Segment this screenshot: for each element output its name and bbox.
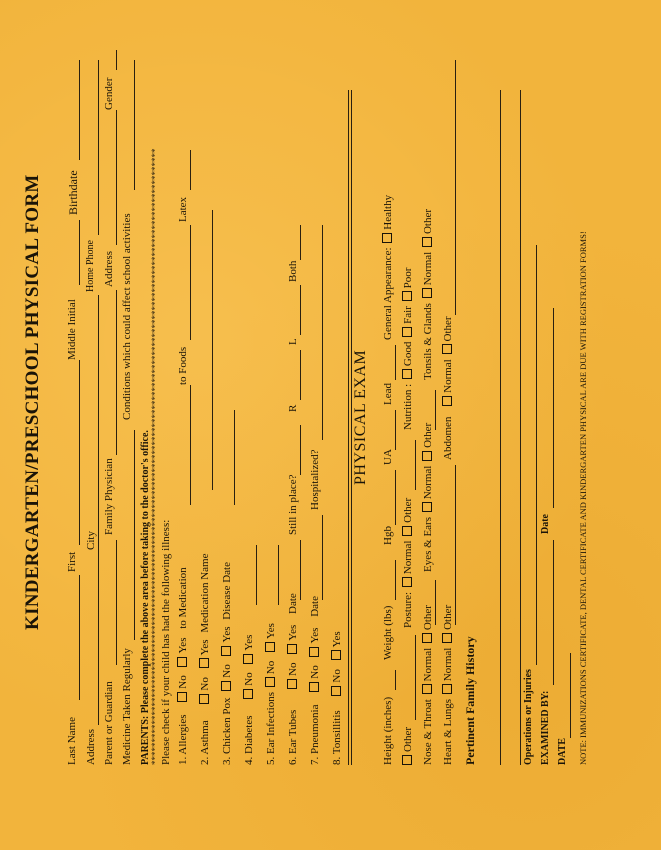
heart-lungs-row: Heart & Lungs Normal Other [442, 604, 454, 765]
eyes-ears-row: Eyes & Ears Normal Other [422, 422, 434, 572]
heart-other-field[interactable] [455, 465, 456, 625]
family-history-line-2[interactable] [520, 90, 521, 765]
lead-field[interactable] [395, 345, 396, 380]
ear-tubes-date-field[interactable] [300, 540, 301, 600]
exam-date-label: Date [540, 514, 551, 534]
family-physician-label: Family Physician [103, 458, 115, 535]
nose-other-field[interactable] [435, 580, 436, 625]
first-name-field[interactable] [79, 360, 80, 545]
illness-asthma: 2. Asthma No Yes Medication Name [199, 553, 211, 765]
posture-row: Posture: Normal Other [402, 497, 414, 628]
illness-allergies: 1. Allergies No Yes to Medication [177, 567, 189, 765]
hgb-field[interactable] [395, 470, 396, 525]
ua-label: UA [382, 449, 394, 465]
physical-exam-heading: PHYSICAL EXAM [352, 349, 369, 485]
ear-tubes-still-label: Still in place? [287, 474, 299, 535]
lead-label: Lead [382, 383, 394, 405]
parent-guardian-label: Parent or Guardian [103, 681, 115, 765]
medicine-taken-field[interactable] [134, 430, 135, 640]
ear-tubes-no-checkbox[interactable] [287, 679, 297, 689]
other-field-1[interactable] [415, 635, 416, 720]
asthma-yes-checkbox[interactable] [199, 658, 209, 668]
heart-other-checkbox[interactable] [442, 633, 452, 643]
nutrition-good-checkbox[interactable] [402, 369, 412, 379]
first-name-label: First [66, 551, 78, 572]
illness-pneumonia: 7. Pneumonia No Yes Date [309, 596, 321, 765]
pneumonia-yes-checkbox[interactable] [309, 647, 319, 657]
eyes-normal-checkbox[interactable] [422, 502, 432, 512]
allergies-yes-checkbox[interactable] [177, 657, 187, 667]
healthy-checkbox[interactable] [382, 233, 392, 243]
nose-normal-checkbox[interactable] [422, 684, 432, 694]
tonsillitis-no-checkbox[interactable] [331, 686, 341, 696]
ear-tubes-both-field[interactable] [300, 225, 301, 260]
home-phone-label: Home Phone [85, 240, 96, 292]
asthma-no-checkbox[interactable] [199, 694, 209, 704]
allergies-medication-field[interactable] [190, 385, 191, 505]
divider-top [348, 90, 349, 765]
parents-note: PARENTS: Please complete the above area before taking to the doctor's office. [140, 430, 151, 765]
nutrition-poor-checkbox[interactable] [402, 291, 412, 301]
home-phone-field[interactable] [98, 60, 99, 235]
physician-address-label: Address [103, 250, 115, 287]
allergies-no-checkbox[interactable] [177, 692, 187, 702]
illness-diabetes: 4. Diabetes No Yes [243, 634, 255, 765]
nutrition-row: Nutrition : Good Fair Poor [402, 267, 414, 430]
nutrition-fair-checkbox[interactable] [402, 327, 412, 337]
operations-field[interactable] [536, 245, 537, 665]
ear-tubes-r-field[interactable] [300, 350, 301, 400]
ear-tubes-l-field[interactable] [300, 285, 301, 335]
hgb-label: Hgb [382, 526, 394, 545]
examined-by-field[interactable] [553, 540, 554, 685]
heart-normal-checkbox[interactable] [442, 684, 452, 694]
ear-infections-no-checkbox[interactable] [265, 677, 275, 687]
ear-tubes-yes-checkbox[interactable] [287, 644, 297, 654]
diabetes-yes-checkbox[interactable] [243, 654, 253, 664]
last-name-field[interactable] [79, 575, 80, 700]
tonsils-other-checkbox[interactable] [422, 237, 432, 247]
chicken-pox-no-checkbox[interactable] [221, 681, 231, 691]
conditions-label: Conditions which could affect school activities [121, 213, 133, 420]
asthma-medication-field[interactable] [212, 210, 213, 490]
posture-other-checkbox[interactable] [402, 526, 412, 536]
allergies-latex-field[interactable] [190, 150, 191, 190]
last-name-label: Last Name [66, 717, 78, 765]
stars-divider: ***************************************************************************************************************************************** [150, 148, 160, 765]
illness-ear-infections: 5. Ear Infections No Yes [265, 623, 277, 765]
ear-tubes-both-label: Both [287, 260, 299, 282]
illness-chicken-pox: 3. Chicken Pox No Yes Disease Date [221, 562, 233, 765]
posture-normal-checkbox[interactable] [402, 577, 412, 587]
pneumonia-date-field[interactable] [322, 515, 323, 600]
pneumonia-hospitalized-label: Hospitalized? [309, 449, 321, 510]
ear-tubes-still-field[interactable] [300, 425, 301, 475]
allergies-latex-label: Latex [177, 196, 189, 222]
pneumonia-hospitalized-field[interactable] [322, 225, 323, 440]
ear-infections-field[interactable] [278, 545, 279, 605]
family-physician-field[interactable] [116, 290, 117, 455]
examined-by-label: EXAMINED BY: [540, 690, 551, 765]
medicine-taken-label: Medicine Taken Regularly [121, 648, 133, 765]
height-field[interactable] [395, 670, 396, 690]
address-label: Address [85, 728, 97, 765]
footer-note: NOTE: IMMUNIZATIONS CERTIFICATE, DENTAL CERTIFICATE AND KINDERGARTEN PHYSICAL ARE DUE WITH REGISTRATION FORMS! [578, 231, 588, 765]
posture-other-field[interactable] [415, 440, 416, 490]
gender-label: Gender [103, 77, 115, 110]
exam-other-1: Other [402, 727, 414, 765]
conditions-field[interactable] [134, 60, 135, 190]
date-caps-field[interactable] [570, 653, 571, 738]
middle-initial-label: Middle Initial [66, 299, 78, 360]
chicken-pox-date-field[interactable] [234, 410, 235, 505]
gender-field[interactable] [116, 50, 117, 70]
allergies-foods-label: to Foods [177, 346, 189, 385]
illness-tonsillitis: 8. Tonsillitis No Yes [331, 631, 343, 765]
physician-address-field[interactable] [116, 110, 117, 245]
tonsils-normal-checkbox[interactable] [422, 288, 432, 298]
ear-infections-yes-checkbox[interactable] [265, 642, 275, 652]
diabetes-no-checkbox[interactable] [243, 689, 253, 699]
diabetes-field[interactable] [256, 545, 257, 605]
illness-prompt: Please check if your child has had the following illness: [160, 519, 172, 765]
tonsils-glands-row: Tonsils & Glands Normal Other [422, 208, 434, 380]
eyes-other-checkbox[interactable] [422, 451, 432, 461]
exam-date-field[interactable] [553, 308, 554, 508]
nose-throat-row: Nose & Throat Normal Other [422, 605, 434, 765]
allergies-foods-field[interactable] [190, 225, 191, 340]
operations-label: Operations or Injuries [523, 669, 534, 765]
family-history-label: Pertinent Family History [463, 636, 477, 765]
birthdate-label: Birthdate [66, 170, 80, 215]
ear-tubes-r-label: R [287, 404, 299, 412]
abdomen-row: Abdomen Normal Other [442, 316, 454, 460]
height-label: Height (inches) [382, 696, 394, 765]
ear-tubes-l-label: L [287, 338, 299, 345]
eyes-other-field[interactable] [435, 390, 436, 430]
pneumonia-no-checkbox[interactable] [309, 682, 319, 692]
weight-label: Weight (lbs) [382, 605, 394, 660]
nose-other-checkbox[interactable] [422, 633, 432, 643]
tonsillitis-yes-checkbox[interactable] [331, 650, 341, 660]
birthdate-field[interactable] [79, 60, 80, 160]
middle-initial-field[interactable] [79, 220, 80, 285]
city-field[interactable] [98, 295, 99, 525]
abdomen-other-field[interactable] [455, 60, 456, 315]
other-checkbox-1[interactable] [402, 755, 412, 765]
parent-guardian-field[interactable] [116, 540, 117, 665]
family-history-line-1[interactable] [500, 90, 501, 765]
city-label: City [85, 531, 97, 550]
chicken-pox-yes-checkbox[interactable] [221, 646, 231, 656]
form-title: KINDERGARTEN/PRESCHOOL PHYSICAL FORM [22, 174, 43, 630]
date-caps-label: DATE [557, 737, 568, 765]
general-appearance: General Appearance: Healthy [382, 194, 394, 340]
abdomen-other-checkbox[interactable] [442, 345, 452, 355]
illness-ear-tubes: 6. Ear Tubes No Yes Date [287, 593, 299, 765]
abdomen-normal-checkbox[interactable] [442, 396, 452, 406]
ua-field[interactable] [395, 410, 396, 450]
weight-field[interactable] [395, 560, 396, 600]
